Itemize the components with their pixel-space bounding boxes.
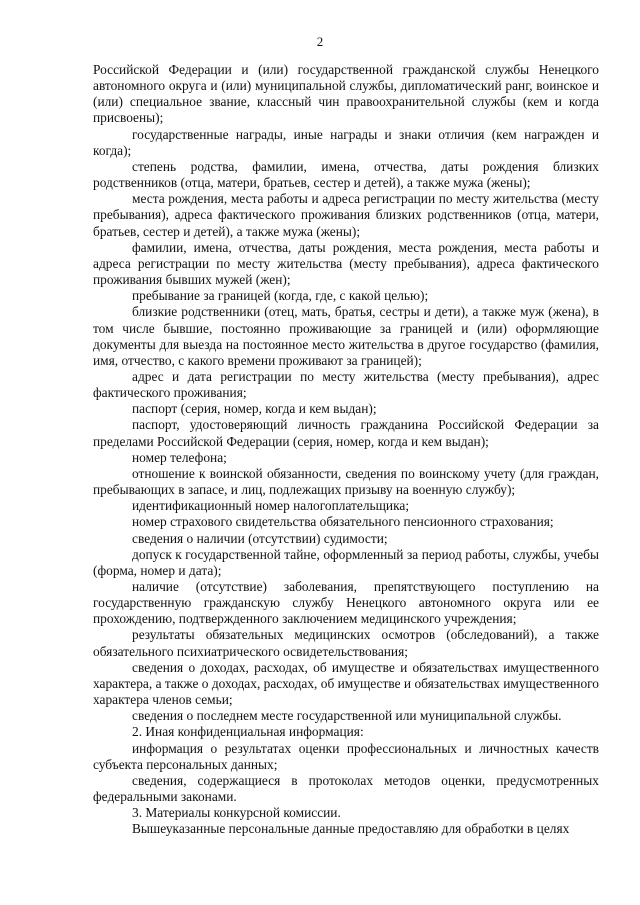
paragraph-assessment-protocols: сведения, содержащиеся в протоколах методов оценки, предусмотренных федеральными законами. [93, 772, 599, 805]
paragraph-former-spouses: фамилии, имена, отчества, даты рождения, места рождения, места работы и адреса регистрации по месту жительства (месту пребывания), адреса фактического проживания бывших мужей (жен); [93, 239, 599, 288]
paragraph-phone: номер телефона; [132, 449, 227, 465]
paragraph-continuation: Российской Федерации и (или) государственной гражданской службы Ненецкого автономного округа и (или) муниципальной службы, дипломатический ранг, воинское и (или) специальное звание, классный чин правоохранительной службы (кем и когда присвоены); [93, 62, 599, 126]
paragraph-disease: наличие (отсутствие) заболевания, препятствующего поступлению на государственную гражданскую службу Ненецкого автономного округа или ее прохождению, подтвержденного заключением медицинского учреждения; [93, 579, 599, 627]
paragraph-pension-number: номер страхового свидетельства обязательного пенсионного страхования; [132, 514, 554, 530]
document-body [93, 62, 599, 838]
paragraph-income: сведения о доходах, расходах, об имуществе и обязательствах имущественного характера, а также о доходах, расходах, об имуществе и обязательствах имущественного характера членов семьи; [93, 659, 599, 708]
paragraph-medical-exams: результаты обязательных медицинских осмотров (обследований), а также обязательного психиатрического освидетельствования; [93, 627, 599, 659]
paragraph-last-service: сведения о последнем месте государственной или муниципальной службы. [132, 708, 562, 724]
paragraph-relatives-abroad: близкие родственники (отец, мать, братья, сестры и дети), а также муж (жена), в том числе бывшие, постоянно проживающие за границей и (или) оформляющие документы для выезда на постоянное место жительства в другое государство (фамилия, имя, отчество, с какого времени проживают за границей); [93, 304, 599, 368]
paragraph-state-secret: допуск к государственной тайне, оформленный за период работы, службы, учебы (форма, номер и дата); [93, 546, 599, 578]
paragraph-relatives-addresses: места рождения, места работы и адреса регистрации по месту жительства (месту пребывания), адреса фактического проживания близких родственников (отца, матери, братьев, сестер и детей), а также мужа (жены); [93, 191, 599, 239]
paragraph-awards: государственные награды, иные награды и знаки отличия (кем награжден и когда); [93, 126, 599, 158]
paragraph-tax-id: идентификационный номер налогоплательщика; [132, 498, 410, 514]
paragraph-closing: Вышеуказанные персональные данные предоставляю для обработки в целях [132, 821, 570, 837]
section-heading-2: 2. Иная конфиденциальная информация: [132, 724, 364, 740]
section-heading-3: 3. Материалы конкурсной комиссии. [132, 805, 341, 821]
paragraph-passport: паспорт (серия, номер, когда и кем выдан); [132, 401, 377, 417]
paragraph-relatives-names: степень родства, фамилии, имена, отчества, даты рождения близких родственников (отца, матери, братьев, сестер и детей), а также мужа (жены); [93, 158, 599, 191]
paragraph-assessment-results: информация о результатах оценки профессиональных и личностных качеств субъекта персональных данных; [93, 740, 599, 772]
paragraph-registration-address: адрес и дата регистрации по месту жительства (месту пребывания), адрес фактического проживания; [93, 368, 599, 401]
paragraph-abroad-stays: пребывание за границей (когда, где, с какой целью); [132, 288, 429, 304]
paragraph-foreign-passport: паспорт, удостоверяющий личность гражданина Российской Федерации за пределами Российской Федерации (серия, номер, когда и кем выдан); [93, 417, 599, 449]
paragraph-criminal-record: сведения о наличии (отсутствии) судимости; [132, 530, 388, 546]
page-number: 2 [316, 34, 324, 49]
paragraph-military: отношение к воинской обязанности, сведения по воинскому учету (для граждан, пребывающих в запасе, и лиц, подлежащих призыву на военную службу); [93, 465, 599, 498]
